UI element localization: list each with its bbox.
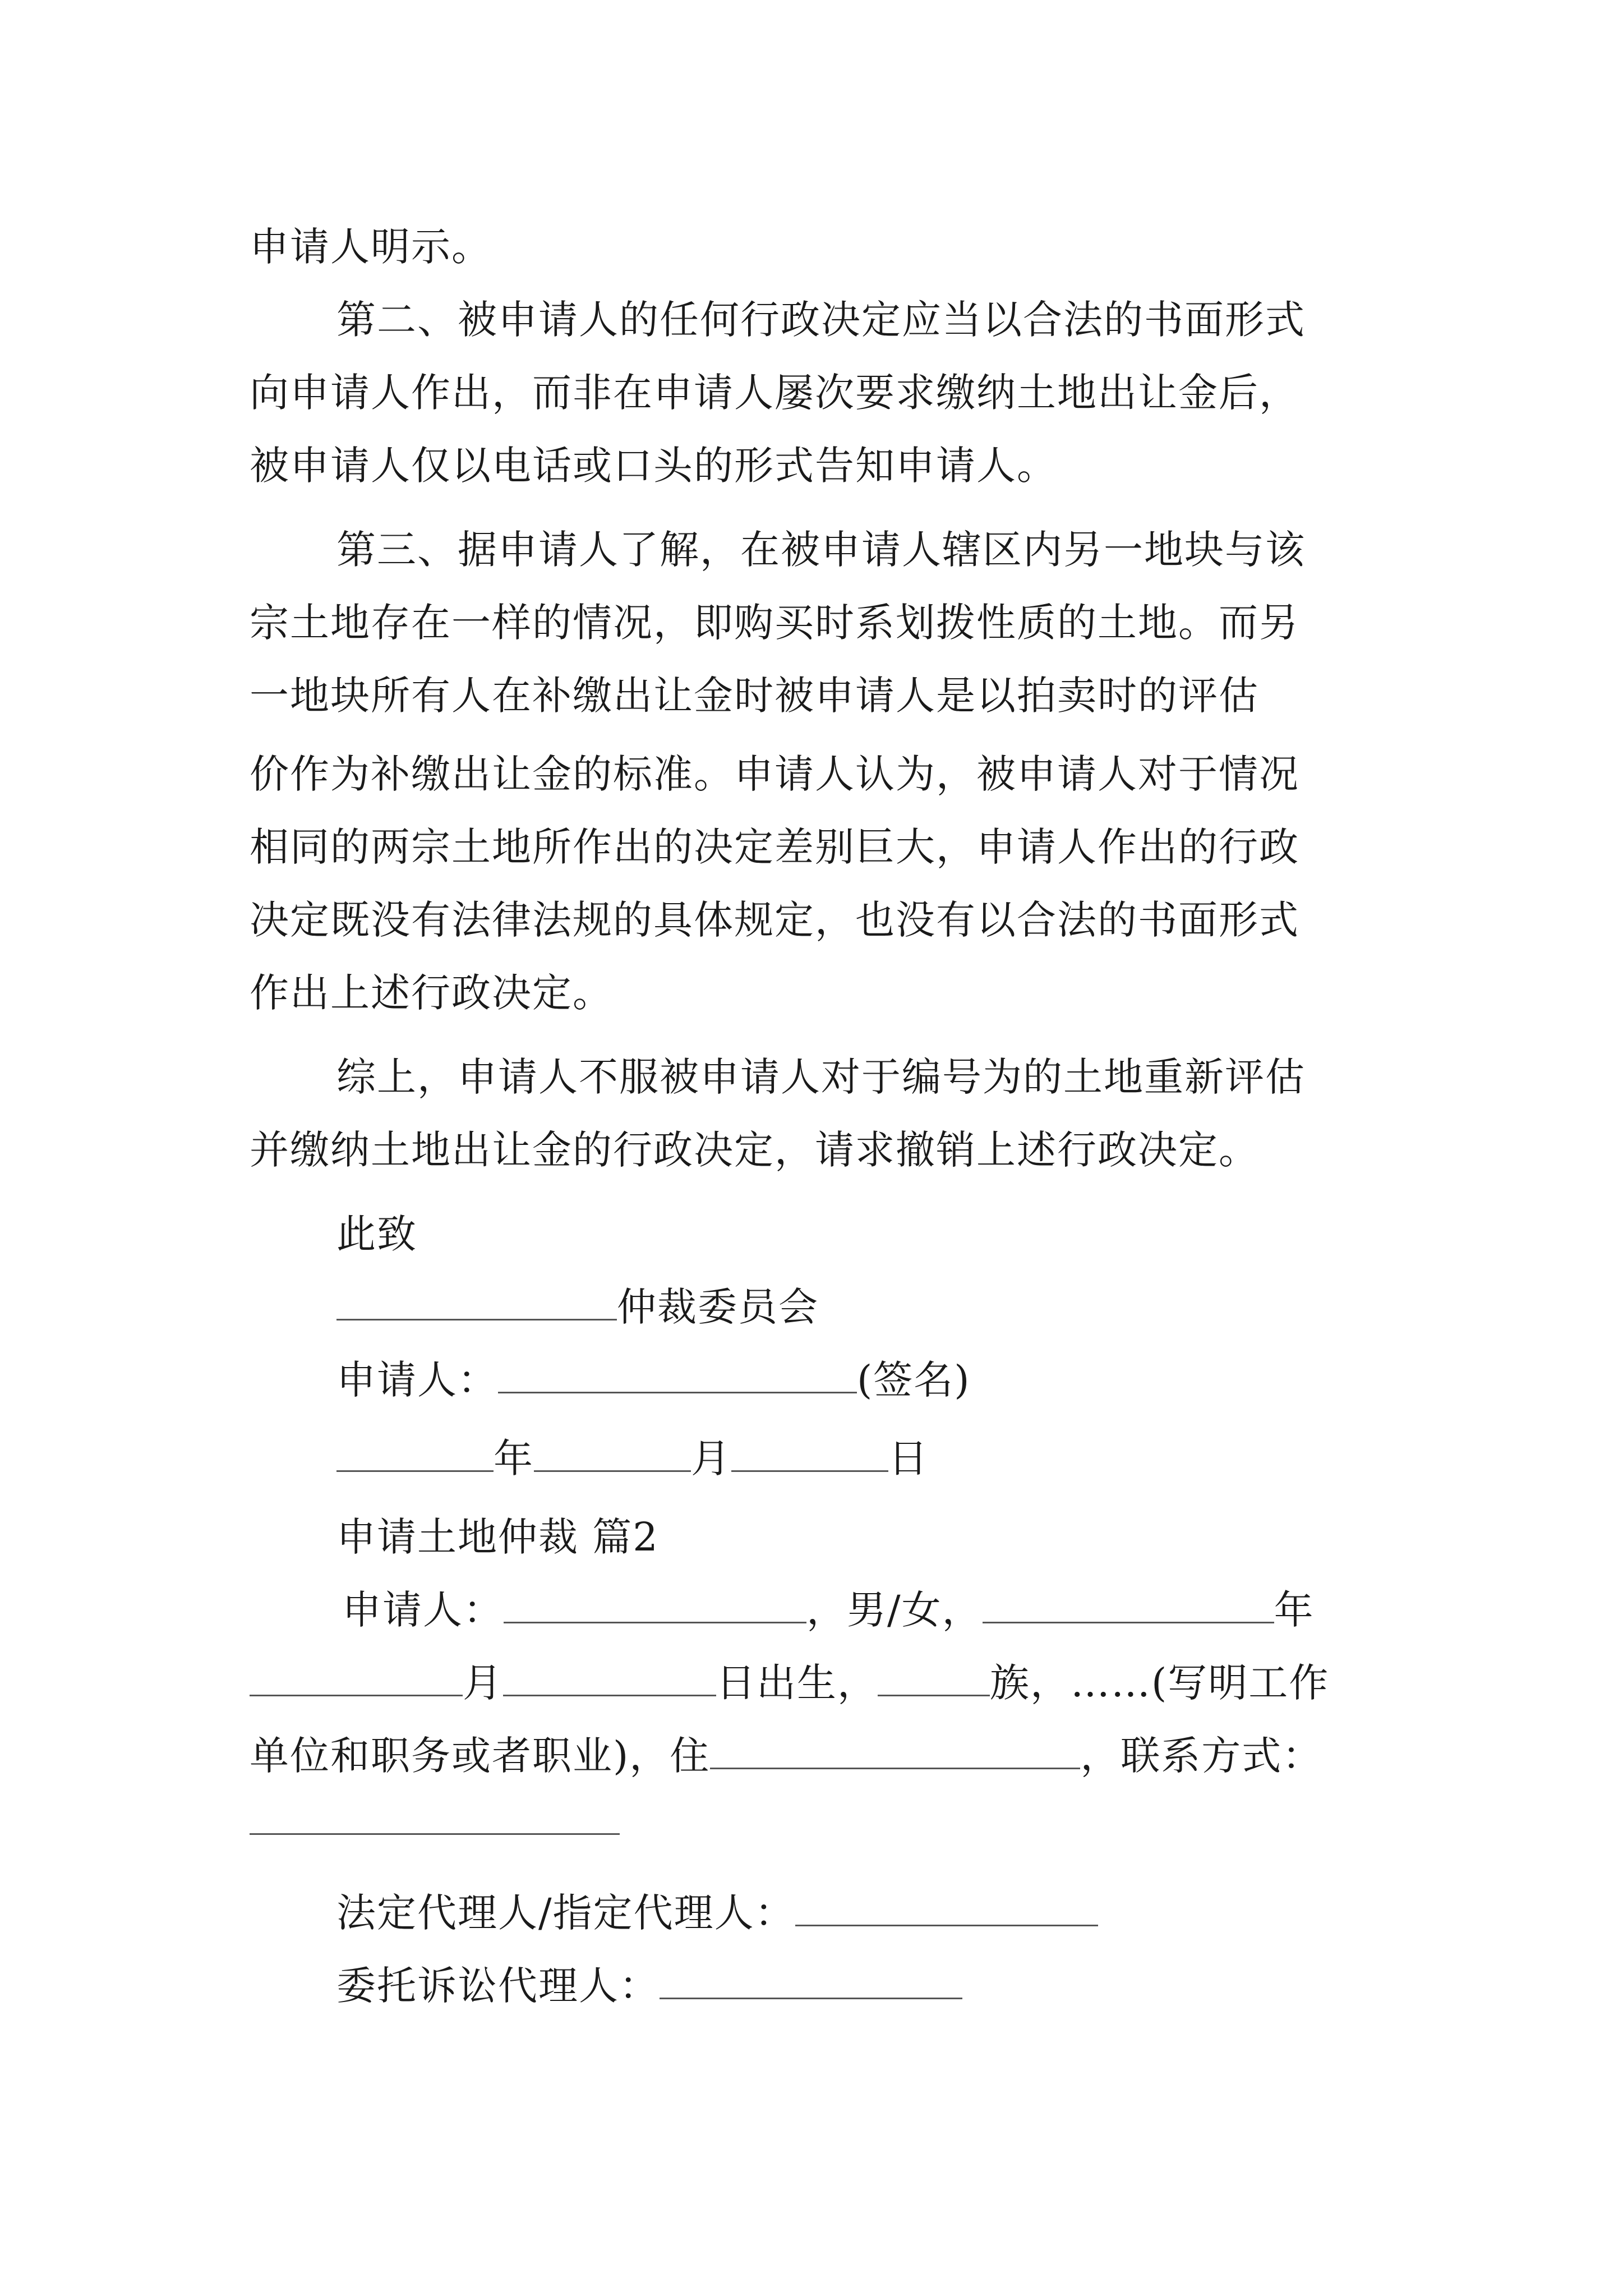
committee-line — [336, 1279, 819, 1335]
month-label: 月 — [691, 1435, 731, 1481]
form-line-1 — [342, 1582, 1315, 1638]
paragraph-3-line-6: 决定既没有法律法规的具体规定，也没有以合法的书面形式 — [250, 897, 1299, 943]
paragraph-2-line-3: 被申请人仅以电话或口头的形式告知申请人。 — [250, 443, 1057, 489]
birth-day-blank[interactable] — [503, 1660, 716, 1696]
birth-month-label: 月 — [463, 1660, 503, 1706]
applicant-name-blank[interactable] — [504, 1587, 806, 1623]
committee-name-blank[interactable] — [336, 1284, 617, 1320]
legal-agent-line — [336, 1885, 1098, 1941]
paragraph-3-line-3: 一地块所有人在补缴出让金时被申请人是以拍卖时的评估 — [250, 673, 1259, 719]
applicant-label: 申请人： — [336, 1357, 498, 1403]
form-line-2 — [250, 1655, 1329, 1711]
ethnicity-blank[interactable] — [878, 1660, 990, 1696]
birth-year-blank[interactable] — [983, 1587, 1274, 1623]
paragraph-2-line-1: 第二、被申请人的任何行政决定应当以合法的书面形式 — [336, 297, 1306, 343]
paragraph-3-line-4: 价作为补缴出让金的标准。申请人认为，被申请人对于情况 — [250, 751, 1299, 797]
committee-label: 仲裁委员会 — [617, 1284, 819, 1330]
birth-year-label: 年 — [1274, 1587, 1315, 1633]
paragraph-4-line-2: 并缴纳土地出让金的行政决定，请求撤销上述行政决定。 — [250, 1127, 1259, 1173]
applicant-signature-blank[interactable] — [498, 1357, 857, 1393]
address-blank[interactable] — [710, 1733, 1080, 1769]
day-label: 日 — [888, 1435, 929, 1481]
litigation-agent-line — [336, 1958, 962, 2014]
applicant-signature-line — [336, 1352, 971, 1408]
form-line-3 — [250, 1728, 1322, 1784]
year-label: 年 — [494, 1435, 534, 1481]
litigation-agent-blank[interactable] — [660, 1963, 962, 1999]
paragraph-1-line-1: 申请人明示。 — [250, 224, 492, 270]
occupation-label: 单位和职务或者职业)，住 — [250, 1733, 711, 1779]
contact-blank[interactable] — [250, 1833, 620, 1835]
section-title: 申请土地仲裁 篇2 — [336, 1514, 659, 1560]
litigation-agent-label: 委托诉讼代理人： — [336, 1963, 660, 2009]
salutation: 此致 — [336, 1211, 417, 1257]
day-blank[interactable] — [731, 1435, 888, 1472]
year-blank[interactable] — [336, 1435, 494, 1472]
paragraph-3-line-1: 第三、据申请人了解，在被申请人辖区内另一地块与该 — [336, 527, 1306, 573]
birth-month-blank[interactable] — [250, 1660, 463, 1696]
paragraph-4-line-1: 综上，申请人不服被申请人对于编号为的土地重新评估 — [336, 1054, 1306, 1100]
signature-note: (签名) — [857, 1357, 971, 1403]
paragraph-3-line-7: 作出上述行政决定。 — [250, 970, 613, 1016]
legal-agent-label: 法定代理人/指定代理人： — [336, 1890, 795, 1936]
date-line — [336, 1430, 929, 1487]
legal-agent-blank[interactable] — [795, 1890, 1098, 1926]
birth-label: 日出生， — [716, 1660, 878, 1706]
gender-label: ，男/女， — [806, 1587, 983, 1633]
month-blank[interactable] — [534, 1435, 691, 1472]
contact-label: ，联系方式： — [1080, 1733, 1323, 1779]
form-applicant-label: 申请人： — [342, 1587, 504, 1633]
paragraph-2-line-2: 向申请人作出，而非在申请人屡次要求缴纳土地出让金后， — [250, 370, 1299, 416]
paragraph-3-line-5: 相同的两宗土地所作出的决定差别巨大，申请人作出的行政 — [250, 824, 1299, 870]
ethnicity-label: 族，……(写明工作 — [990, 1660, 1330, 1706]
paragraph-3-line-2: 宗土地存在一样的情况，即购买时系划拨性质的土地。而另 — [250, 600, 1299, 646]
